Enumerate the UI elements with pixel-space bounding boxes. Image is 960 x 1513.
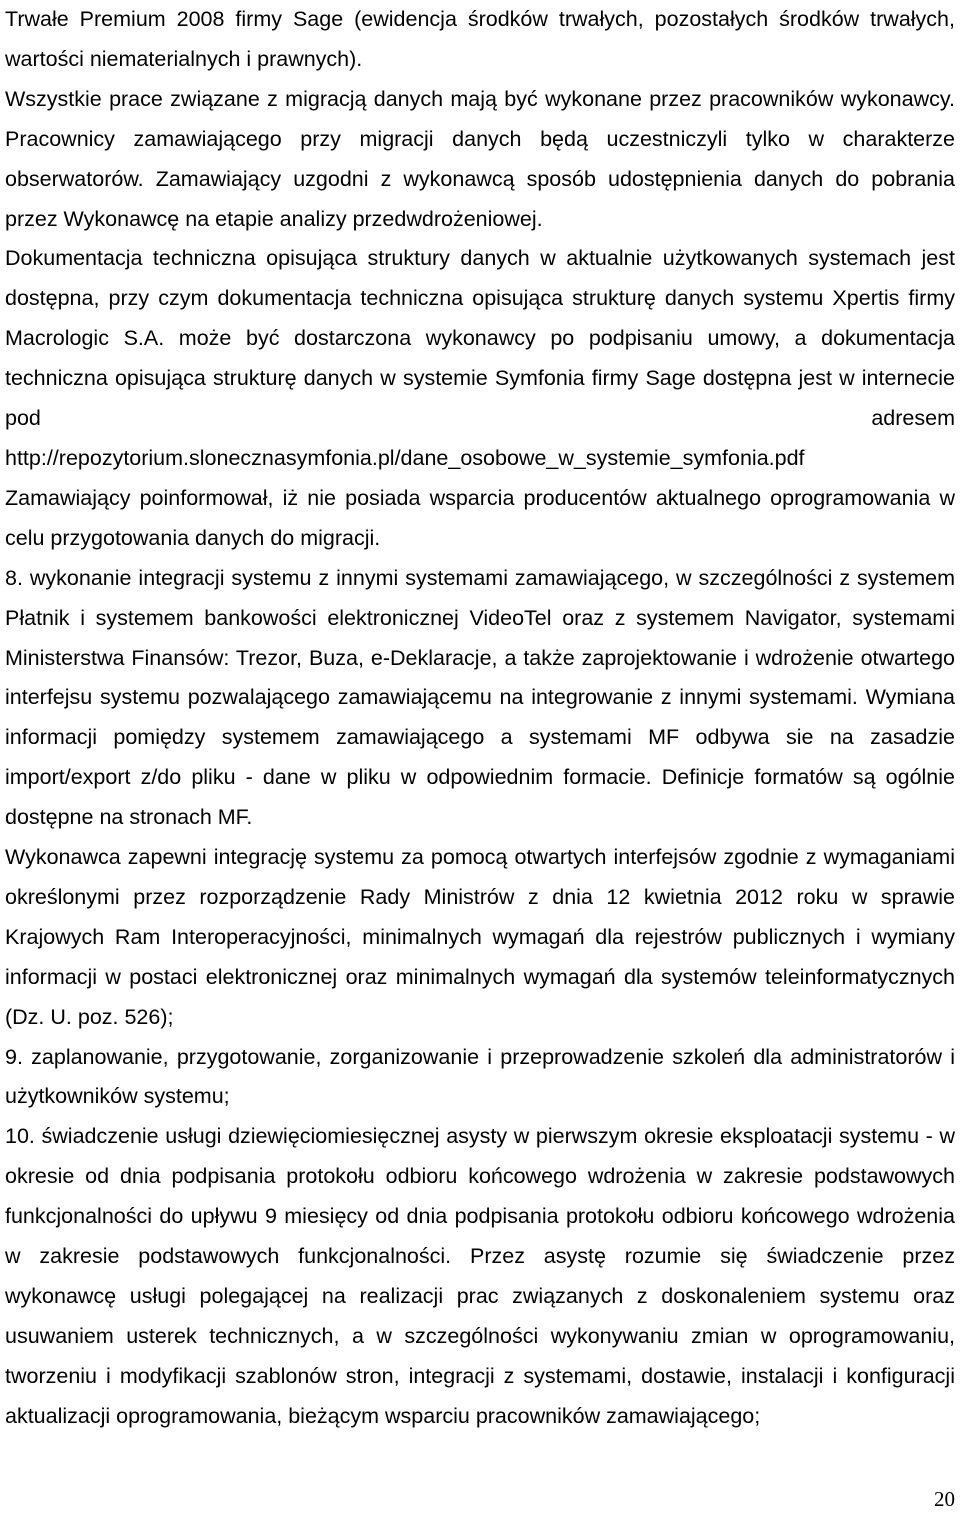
documentation-url: http://repozytorium.slonecznasymfonia.pl/dane_osobowe_w_systemie_symfonia.pdf xyxy=(5,445,805,470)
list-item-10-support: 10. świadczenie usługi dziewięciomiesięcznej asysty w pierwszym okresie eksploatacji systemu - w okresie od dnia podpisania protokołu odbioru końcowego wdrożenia w zakresie podstawowych funkcjonalności do upływu 9 miesięcy od dnia podpisania protokołu odbioru końcowego wdrożenia w zakresie podstawowych funkcjonalności. Przez asystę rozumie się świadczenie przez wykonawcę usługi polegającej na realizacji prac związanych z doskonaleniem systemu oraz usuwaniem usterek technicznych, a w szczególności wykonywaniu zmian w oprogramowaniu, tworzeniu i modyfikacji szablonów stron, integracji z systemami, dostawie, instalacji i konfiguracji aktualizacji oprogramowania, bieżącym wsparciu pracowników zamawiającego; xyxy=(5,1124,955,1428)
list-item-8-integration: 8. wykonanie integracji systemu z innymi systemami zamawiającego, w szczególności z systemem Płatnik i systemem bankowości elektronicznej VideoTel oraz z systemem Navigator, systemami Ministerstwa Finansów: Trezor, Buza, e-Deklaracje, a także zaprojektowanie i wdrożenie otwartego interfejsu systemu pozwalającego zamawiającemu na integrowanie z innymi systemami. Wymiana informacji pomiędzy systemem zamawiającego a systemami MF odbywa sie na zasadzie import/export z/do pliku - dane w pliku w odpowiednim formacie. Definicje formatów są ogólnie dostępne na stronach MF. xyxy=(5,565,955,830)
paragraph-open-interfaces: Wykonawca zapewni integrację systemu za pomocą otwartych interfejsów zgodnie z wymaganiami określonymi przez rozporządzenie Rady Ministrów z dnia 12 kwietnia 2012 roku w sprawie Krajowych Ram Interoperacyjności, minimalnych wymagań dla rejestrów publicznych i wymiany informacji w postaci elektronicznej oraz minimalnych wymagań dla systemów teleinformatycznych (Dz. U. poz. 526); xyxy=(5,845,955,1029)
paragraph-no-vendor-support: Zamawiający poinformował, iż nie posiada wsparcia producentów aktualnego oprogramowania w celu przygotowania danych do migracji. xyxy=(5,485,955,550)
list-item-9-training: 9. zaplanowanie, przygotowanie, zorganizowanie i przeprowadzenie szkoleń dla administratorów i użytkowników systemu; xyxy=(5,1044,955,1109)
paragraph-migration-staff: Wszystkie prace związane z migracją danych mają być wykonane przez pracowników wykonawcy. Pracownicy zamawiającego przy migracji danych będą uczestniczyli tylko w charakterze obserwatorów. Zamawiający uzgodni z wykonawcą sposób udostępnienia danych do pobrania przez Wykonawcę na etapie analizy przedwdrożeniowej. xyxy=(5,86,955,231)
page-number: 20 xyxy=(934,1487,955,1511)
paragraph-migration-sources: Trwałe Premium 2008 firmy Sage (ewidencja środków trwałych, pozostałych środków trwałych, wartości niematerialnych i prawnych). xyxy=(5,7,955,71)
paragraph-technical-documentation: Dokumentacja techniczna opisująca struktury danych w aktualnie użytkowanych systemach jest dostępna, przy czym dokumentacja techniczna opisująca strukturę danych systemu Xpertis firmy Macrologic S.A. może być dostarczona wykonawcy po podpisaniu umowy, a dokumentacja techniczna opisująca strukturę danych w systemie Symfonia firmy Sage dostępna jest w internecie pod adresem xyxy=(5,246,955,431)
document-body xyxy=(5,0,955,1437)
